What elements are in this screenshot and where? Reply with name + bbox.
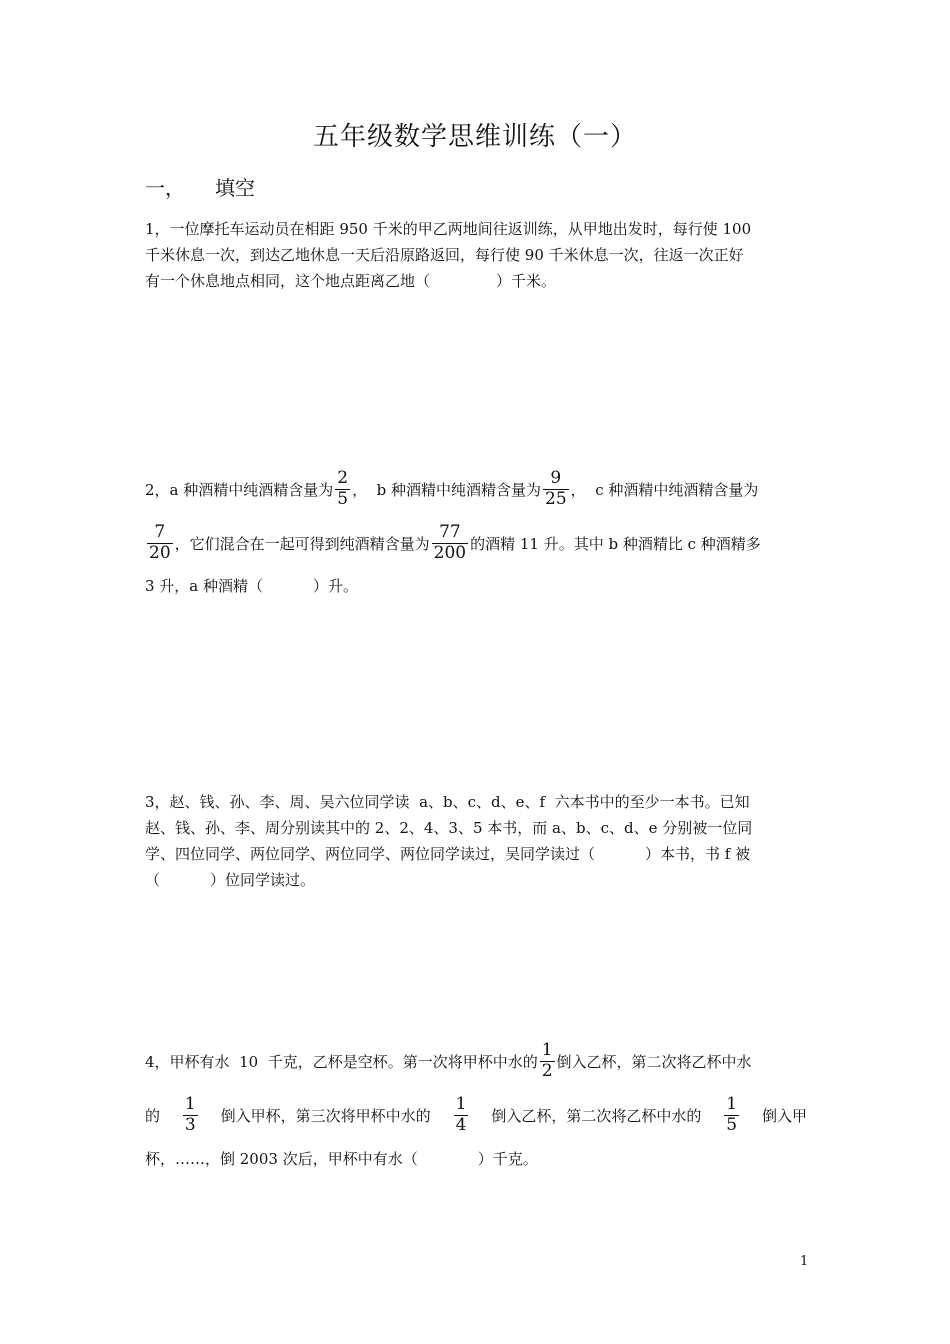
q3-line-2 <box>145 814 807 840</box>
q1-text-3b: ）千米。 <box>496 271 557 290</box>
q2-line-3 <box>145 570 807 600</box>
q2-text-b: ， b 种酒精中纯酒精含量为 <box>352 480 542 499</box>
fraction-numerator: 2 <box>337 467 349 488</box>
q2-text-f-b: ）升。 <box>313 576 359 595</box>
q2-line-1 <box>145 462 807 516</box>
q1-text-2: 千米休息一次，到达乙地休息一天后沿原路返回，每行使 90 千米休息一次，往返一次正好 <box>145 245 744 264</box>
fraction-1-2 <box>540 1041 555 1081</box>
q3-line-4 <box>145 866 807 892</box>
fraction-denominator: 3 <box>184 1114 196 1135</box>
fraction-denominator: 2 <box>541 1060 553 1081</box>
q4-text-c: 的 <box>145 1106 161 1125</box>
q4-text-g-b: ）千克。 <box>477 1149 538 1168</box>
fraction-denominator: 200 <box>433 542 467 563</box>
fraction-7-20 <box>147 523 173 563</box>
q4-text-a: 4，甲杯有水 10 千克，乙杯是空杯。第一次将甲杯中水的 <box>145 1052 538 1071</box>
page-number: 1 <box>800 1254 809 1269</box>
fraction-2-5 <box>335 469 350 509</box>
fraction-numerator: 1 <box>184 1093 196 1114</box>
fraction-denominator: 5 <box>337 488 349 509</box>
q3-text-1: 3，赵、钱、孙、李、周、吴六位同学读 a、b、c、d、e、f 六本书中的至少一本书。已知 <box>145 792 750 811</box>
q4-text-b: 倒入乙杯，第二次将乙杯中水 <box>556 1052 752 1071</box>
q4-line-2 <box>145 1088 807 1142</box>
fraction-numerator: 1 <box>455 1093 467 1114</box>
q1-line-3 <box>145 267 807 293</box>
q4-text-d: 倒入甲杯，第三次将甲杯中水的 <box>220 1106 431 1125</box>
q2-text-e: 的酒精 11 升。其中 b 种酒精比 c 种酒精多 <box>470 534 761 553</box>
question-4 <box>145 1034 807 1174</box>
q3-text-3a: 学、四位同学、两位同学、两位同学、两位同学读过，吴同学读过（ <box>145 844 596 863</box>
fraction-denominator: 4 <box>455 1114 467 1135</box>
q2-text-a: 2，a 种酒精中纯酒精含量为 <box>145 480 334 499</box>
q3-text-4a: （ <box>145 870 161 889</box>
fraction-1-5 <box>724 1095 739 1135</box>
q3-text-3b: ）本书，书 f 被 <box>645 844 751 863</box>
fraction-numerator: 1 <box>541 1039 553 1060</box>
q2-text-f-a: 3 升，a 种酒精（ <box>145 576 264 595</box>
q4-text-g-a: 杯，……，倒 2003 次后，甲杯中有水（ <box>145 1149 418 1168</box>
q4-text-e: 倒入乙杯，第二次将乙杯中水的 <box>491 1106 702 1125</box>
q4-line-1 <box>145 1034 807 1088</box>
fraction-denominator: 5 <box>726 1114 738 1135</box>
page-title: 五年级数学思维训练（一） <box>312 122 637 152</box>
q4-line-3 <box>145 1142 807 1174</box>
section-number: 一， <box>145 176 185 200</box>
q2-text-c: ， c 种酒精中纯酒精含量为 <box>570 480 759 499</box>
fraction-numerator: 9 <box>550 467 562 488</box>
q2-text-d: ，它们混合在一起可得到纯酒精含量为 <box>174 534 430 553</box>
q1-line-1 <box>145 215 807 241</box>
question-2 <box>145 462 807 600</box>
q2-line-2 <box>145 516 807 570</box>
q3-text-4b: ）位同学读过。 <box>210 870 316 889</box>
q4-text-f: 倒入甲 <box>761 1106 807 1125</box>
fraction-numerator: 77 <box>439 521 461 542</box>
q3-line-3 <box>145 840 807 866</box>
fraction-9-25 <box>543 469 569 509</box>
q3-line-1 <box>145 788 807 814</box>
fraction-denominator: 25 <box>545 488 567 509</box>
fraction-1-3 <box>183 1095 198 1135</box>
fraction-numerator: 7 <box>154 521 166 542</box>
q1-line-2 <box>145 241 807 267</box>
section-name: 填空 <box>215 176 255 200</box>
question-3 <box>145 788 807 892</box>
fraction-numerator: 1 <box>726 1093 738 1114</box>
fraction-77-200 <box>432 523 468 563</box>
fraction-1-4 <box>454 1095 469 1135</box>
question-1 <box>145 215 807 293</box>
fraction-denominator: 20 <box>149 542 171 563</box>
section-heading <box>145 172 255 201</box>
q3-text-2: 赵、钱、孙、李、周分别读其中的 2、2、4、3、5 本书，而 a、b、c、d、e 分别被一位同 <box>145 818 753 837</box>
q1-text-3a: 有一个休息地点相同，这个地点距离乙地（ <box>145 271 431 290</box>
q1-text-1: 1，一位摩托车运动员在相距 950 千米的甲乙两地间往返训练，从甲地出发时，每行使 100 <box>145 219 752 238</box>
